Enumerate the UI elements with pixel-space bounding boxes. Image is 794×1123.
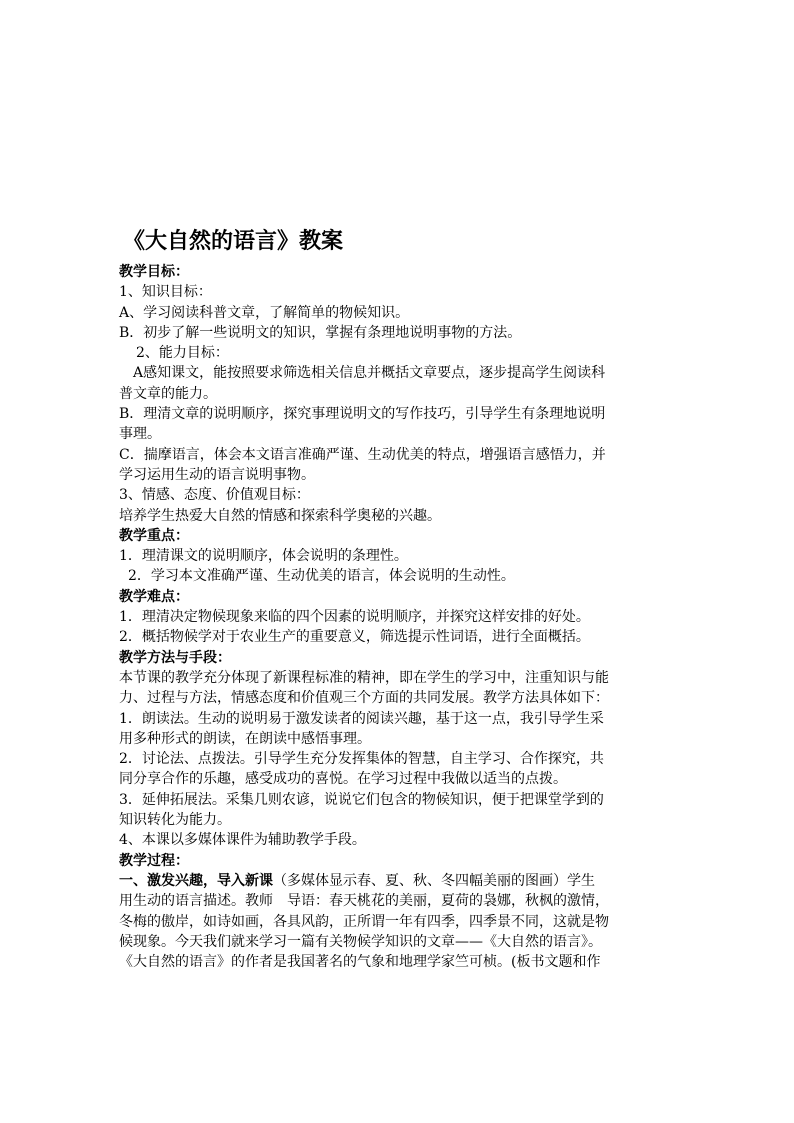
process-step1-line5: 《大自然的语言》的作者是我国著名的气象和地理学家竺可桢。(板书文题和作 — [119, 954, 601, 971]
ability-objective-c-line1: C．揣摩语言，体会本文语言准确严谨、生动优美的特点，增强语言感悟力，并 — [119, 446, 606, 463]
ability-objective-c-line2: 学习运用生动的语言说明事物。 — [119, 466, 315, 483]
difficulty-2: 2．概括物候学对于农业生产的重要意义，筛选提示性词语，进行全面概括。 — [119, 629, 590, 646]
key-points-heading: 教学重点： — [119, 527, 189, 544]
process-step1-title: 一、激发兴趣，导入新课 — [119, 872, 273, 889]
method-4: 4、本课以多媒体课件为辅助教学手段。 — [119, 832, 366, 849]
process-step1-line2a: 用生动的语言描述。教师 — [119, 893, 273, 910]
ability-objective-a-line2: 普文章的能力。 — [119, 385, 217, 402]
process-step1-line1 — [119, 871, 679, 891]
process-step1-line4: 候现象。今天我们就来学习一篇有关物候学知识的文章——《大自然的语言》。 — [119, 933, 602, 950]
method-1-line1: 1．朗读法。生动的说明易于激发读者的阅读兴趣，基于这一点，我引导学生采 — [119, 710, 604, 727]
knowledge-objectives-heading: 1、知识目标： — [119, 284, 212, 301]
difficulty-1: 1．理清决定物候现象来临的四个因素的说明顺序，并探究这样安排的好处。 — [119, 609, 590, 626]
emotion-objectives-heading: 3、情感、态度、价值观目标： — [119, 487, 310, 504]
key-point-2: 2．学习本文准确严谨、生动优美的语言，体会说明的生动性。 — [128, 568, 515, 585]
process-step1-line2 — [119, 891, 679, 911]
difficulties-heading: 教学难点： — [119, 588, 189, 605]
key-point-1: 1．理清课文的说明顺序，体会说明的条理性。 — [119, 548, 408, 565]
document-title: 《大自然的语言》教案 — [123, 229, 344, 254]
objectives-heading: 教学目标： — [119, 264, 189, 280]
method-2-line2: 同分享合作的乐趣，感受成功的喜悦。在学习过程中我做以适当的点拨。 — [119, 771, 567, 788]
ability-objective-a-line1: A感知课文，能按照要求筛选相关信息并概括文章要点，逐步提高学生阅读科 — [133, 365, 606, 382]
document-body — [119, 226, 679, 972]
knowledge-objective-a: A、学习阅读科普文章，了解简单的物候知识。 — [119, 304, 410, 321]
method-2-line1: 2．讨论法、点拨法。引导学生充分发挥集体的智慧，自主学习、合作探究，共 — [119, 751, 604, 768]
methods-heading: 教学方法与手段： — [119, 649, 231, 666]
method-3-line2: 知识转化为能力。 — [119, 812, 231, 829]
knowledge-objective-b: B．初步了解一些说明文的知识，掌握有条理地说明事物的方法。 — [119, 324, 522, 341]
method-3-line1: 3．延伸拓展法。采集几则农谚，说说它们包含的物候知识，便于把课堂学到的 — [119, 791, 604, 808]
method-1-line2: 用多种形式的朗读，在朗读中感悟事理。 — [119, 730, 371, 747]
emotion-objective-text: 培养学生热爱大自然的情感和探索科学奥秘的兴趣。 — [119, 507, 441, 524]
ability-objective-b-line2: 事理。 — [119, 426, 161, 443]
ability-objectives-heading: 2、能力目标： — [136, 345, 229, 362]
ability-objective-b-line1: B．理清文章的说明顺序，探究事理说明文的写作技巧，引导学生有条理地说明 — [119, 406, 606, 423]
process-step1-line2b: 导语：春天桃花的美丽，夏荷的袅娜，秋枫的激情， — [287, 893, 609, 910]
process-step1-line1-rest: （多媒体显示春、夏、秋、冬四幅美丽的图画）学生 — [273, 872, 595, 889]
process-step1-line3: 冬梅的傲岸，如诗如画，各具风韵，正所谓一年有四季，四季景不同，这就是物 — [119, 913, 609, 930]
methods-intro-line2: 力、过程与方法，情感态度和价值观三个方面的共同发展。教学方法具体如下： — [119, 690, 609, 707]
process-heading: 教学过程： — [119, 852, 189, 869]
methods-intro-line1: 本节课的教学充分体现了新课程标准的精神，即在学生的学习中，注重知识与能 — [119, 669, 609, 686]
